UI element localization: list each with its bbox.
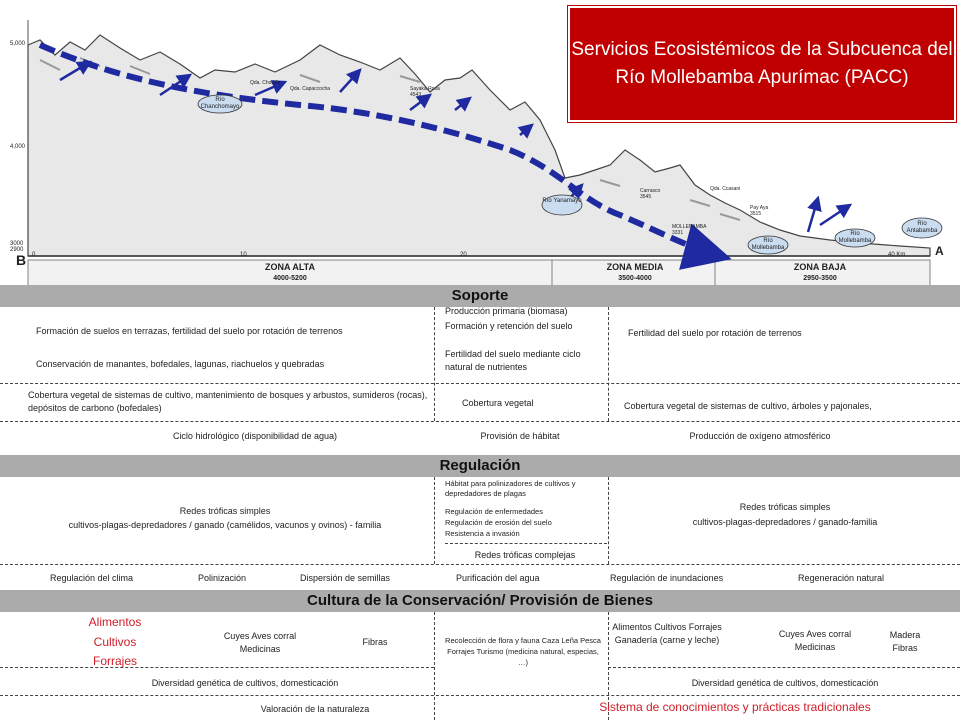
x-tick-label: 20	[460, 252, 467, 258]
cultura-last-left: Valoración de la naturaleza	[260, 704, 370, 714]
x-tick-label: 40 Km	[888, 252, 906, 258]
cultura-last-right: Sistema de conocimientos y prácticas tradicionales	[599, 700, 871, 714]
regulacion-mid-5: Redes tróficas complejas	[474, 550, 576, 560]
zone-name: ZONA MEDIA	[606, 262, 664, 272]
regulacion-mid-1: Hábitat para polinizadores de cultivos y depredadores de plagas	[445, 479, 576, 498]
cultura-left-fibras: Fibras	[362, 637, 388, 647]
river-label: Río Antabamba	[906, 221, 938, 234]
x-tick-label: 0	[32, 252, 36, 258]
place-label: Qda. Capaccocha	[290, 86, 331, 92]
regulacion-left-title: Redes tróficas simples	[179, 506, 271, 516]
regulacion-mid-3: Regulación de erosión del suelo	[445, 518, 552, 527]
regulacion-bottom-item: Regulación de inundaciones	[610, 573, 724, 583]
place-label: Qda. Ccasani	[710, 186, 741, 192]
zone-baja	[760, 262, 880, 284]
divider	[434, 477, 435, 564]
soporte-right-1: Fertilidad del suelo por rotación de terrenos	[628, 328, 802, 338]
divider	[445, 543, 607, 544]
divider	[0, 421, 960, 422]
regulacion-right-text: cultivos-plagas-depredadores / ganado-familia	[692, 517, 878, 527]
soporte-right-2: Cobertura vegetal de sistemas de cultivo, árboles y pajonales,	[624, 401, 872, 411]
zone-alta	[230, 262, 350, 284]
place-label: Qda. Choccia	[250, 80, 281, 86]
y-tick-label: 2900	[10, 247, 24, 253]
cultura-left-mid: Cuyes Aves corral Medicinas	[223, 631, 297, 654]
divider	[608, 667, 960, 668]
soporte-mid-2: Formación y retención del suelo	[445, 321, 573, 331]
cultura-right-1: Alimentos Cultivos Forrajes Ganadería (carne y leche)	[612, 622, 722, 645]
zone-name: ZONA ALTA	[265, 262, 315, 272]
cultura-header: Cultura de la Conservación/ Provisión de Bienes	[0, 590, 960, 612]
regulacion-header: Regulación	[0, 455, 960, 477]
divider	[0, 695, 960, 696]
zone-name: ZONA BAJA	[793, 262, 847, 272]
profile-end-right: A	[935, 244, 944, 258]
divider	[608, 477, 609, 564]
divider	[608, 307, 609, 421]
zone-range: 4000-5200	[273, 275, 307, 282]
soporte-bottom-mid: Provisión de hábitat	[480, 431, 560, 441]
place-label: Pay Aya 3515	[750, 205, 769, 217]
soporte-bottom-right: Producción de oxígeno atmosférico	[689, 431, 831, 441]
soporte-mid-3: Fertilidad del suelo mediante ciclo natural de nutrientes	[445, 349, 581, 372]
cultura-right-3: Madera Fibras	[889, 630, 921, 653]
divider	[434, 612, 435, 720]
regulacion-mid-4: Resistencia a invasión	[445, 529, 520, 538]
soporte-mid-4: Cobertura vegetal	[462, 398, 534, 408]
place-label: Sayaka Rosa 4543	[410, 86, 440, 98]
soporte-left-1: Formación de suelos en terrazas, fertilidad del suelo por rotación de terrenos	[36, 326, 343, 336]
title-box	[568, 6, 956, 122]
river-label: Río Yanamayo	[542, 198, 582, 204]
place-label: Carrasco 3545	[640, 188, 661, 200]
divider	[0, 667, 434, 668]
cultura-red-1: Alimentos	[88, 615, 142, 629]
cultura-red-2: Cultivos	[93, 635, 137, 649]
divider	[434, 307, 435, 421]
zone-range: 2950-3500	[803, 275, 837, 282]
regulacion-bottom-item: Purificación del agua	[456, 573, 540, 583]
divider	[0, 564, 960, 565]
profile-end-left: B	[16, 252, 27, 268]
soporte-left-2: Conservación de manantes, bofedales, lagunas, riachuelos y quebradas	[36, 359, 325, 369]
regulacion-right-title: Redes tróficas simples	[739, 502, 831, 512]
soporte-header: Soporte	[0, 285, 960, 307]
x-tick-label: 10	[240, 252, 247, 258]
soporte-left-3: Cobertura vegetal de sistemas de cultivo, mantenimiento de bosques y arbustos, sumideros (rocas), depósitos de carbono (bofedales)	[28, 390, 428, 413]
river-label: Río Mollebamba	[751, 238, 785, 251]
cultura-left-bottom: Diversidad genética de cultivos, domesticación	[151, 678, 339, 688]
y-tick-label: 4,000	[10, 144, 26, 150]
y-tick-label: 3000	[10, 241, 24, 247]
river-label: Río Chanchomayo	[200, 97, 240, 110]
soporte-mid-1: Producción primaria (biomasa)	[445, 306, 568, 316]
regulacion-left-text: cultivos-plagas-depredadores / ganado (camélidos, vacunos y ovinos) - familia	[68, 520, 382, 530]
y-tick-label: 5,000	[10, 41, 26, 47]
regulacion-mid-2: Regulación de enfermedades	[445, 507, 543, 516]
cultura-mid: Recolección de flora y fauna Caza Leña Pesca Forrajes Turismo (medicina natural, especias, …)	[445, 636, 601, 667]
zone-range: 3500-4000	[618, 275, 652, 282]
soporte-bottom-left: Ciclo hidrológico (disponibilidad de agua)	[172, 431, 338, 441]
cultura-right-bottom: Diversidad genética de cultivos, domesticación	[691, 678, 879, 688]
page-title: Servicios Ecosistémicos de la Subcuenca del Río Mollebamba Apurímac (PACC)	[571, 39, 953, 88]
regulacion-bottom-item: Dispersión de semillas	[300, 573, 391, 583]
cultura-red-3: Forrajes	[92, 654, 137, 668]
divider	[0, 383, 960, 384]
place-label: MOLLEBAMBA 3331	[672, 224, 707, 236]
cultura-right-2: Cuyes Aves corral Medicinas	[778, 629, 852, 652]
regulacion-bottom-item: Regeneración natural	[798, 573, 885, 583]
regulacion-bottom-item: Polinización	[198, 573, 247, 583]
zone-media	[575, 262, 695, 284]
river-label: Río Mollebamba	[838, 231, 872, 244]
regulacion-bottom-item: Regulación del clima	[50, 573, 134, 583]
